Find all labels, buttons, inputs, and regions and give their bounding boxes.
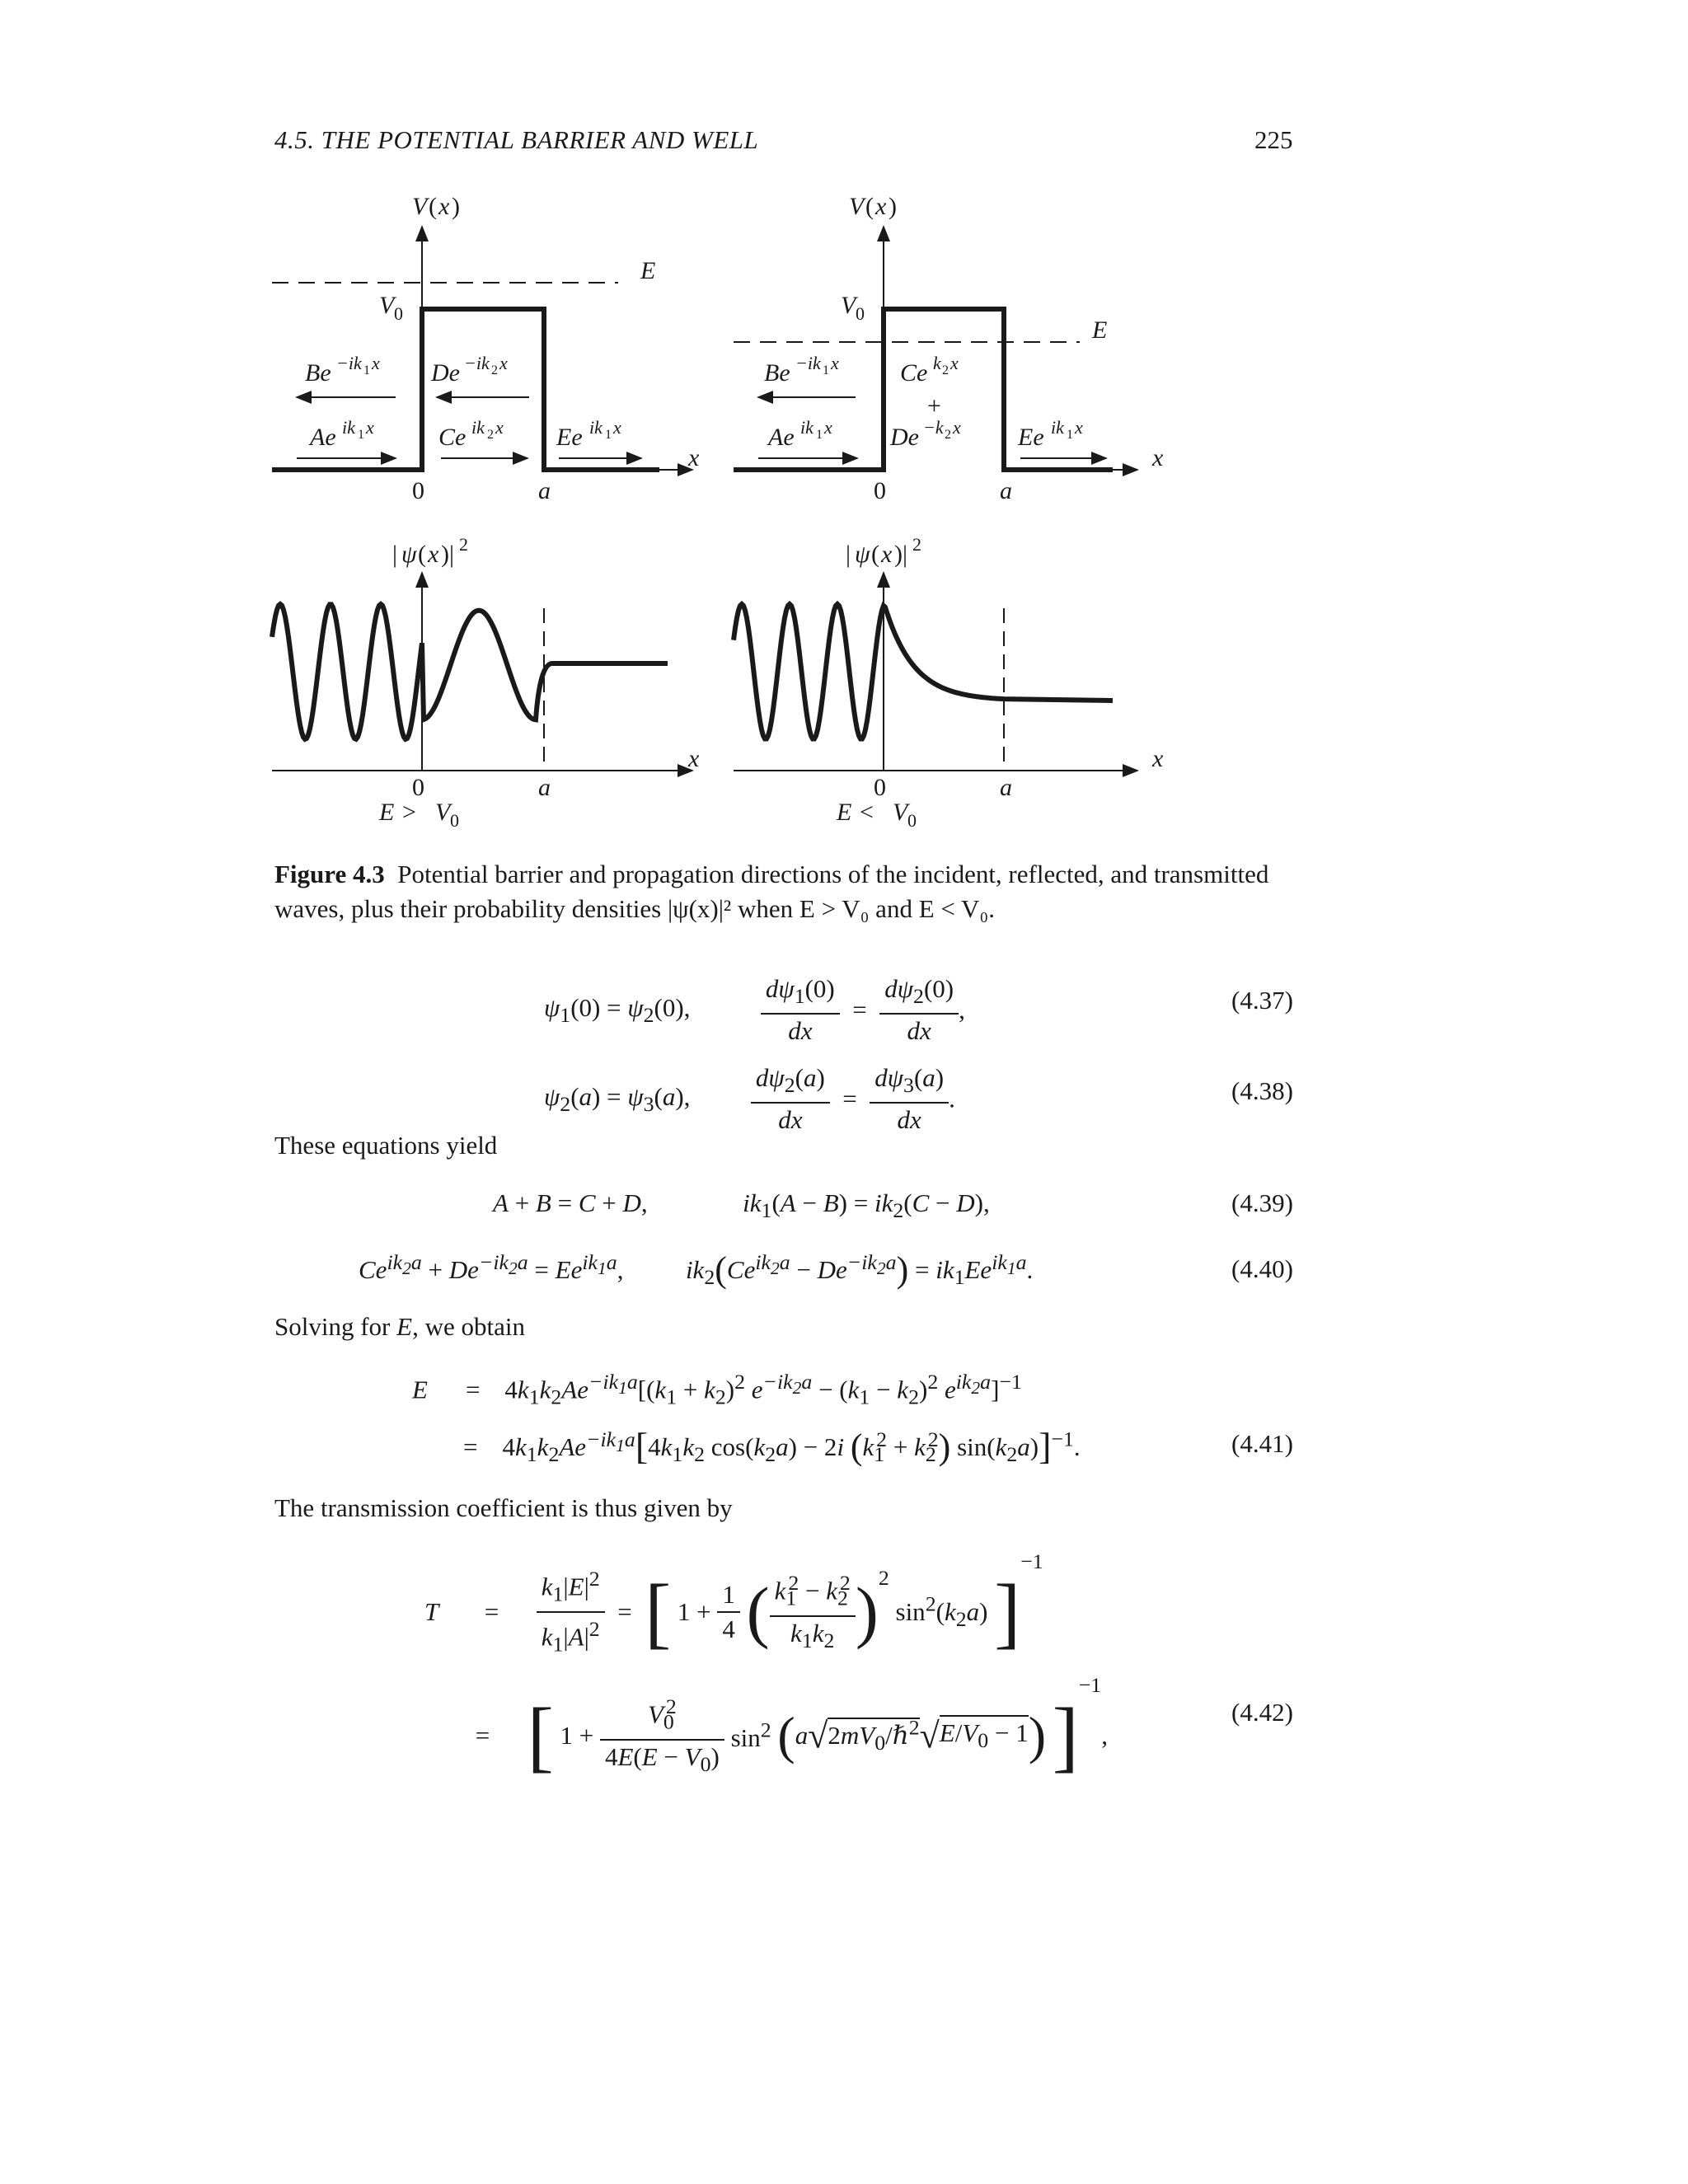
svg-text:2: 2 [487, 428, 494, 442]
svg-text:x: x [824, 417, 832, 438]
svg-text:0: 0 [907, 810, 917, 831]
paragraph-equations-yield: These equations yield [274, 1131, 498, 1160]
svg-text:Be: Be [764, 359, 790, 387]
svg-text:V: V [893, 799, 908, 826]
equation-4-40: $Ce^{ik_2a} + De^{-ik_2a} = Ee^{ik_1a}$, $ik_2(Ce^{ik_2a} - De^{-ik_2a}) = ik_1Ee^{ik_1a}$. [359, 1249, 1034, 1290]
svg-text:Ce: Ce [438, 424, 467, 451]
equation-4-38: $\psi_2(a) = \psi_3(a)$, $\frac{d\psi_2(a)}{dx}$ = $\frac{d\psi_3(a)}{dx}$ . [544, 1063, 955, 1135]
svg-text:ik: ik [800, 417, 814, 438]
paragraph-solving-for-e: Solving for E, we obtain [274, 1312, 525, 1341]
svg-text:x: x [1152, 745, 1164, 772]
svg-text:Ee: Ee [556, 424, 583, 451]
equation-number-4-37: (4.37) [1231, 986, 1293, 1015]
svg-text:−ik: −ik [464, 353, 490, 373]
svg-text:Be: Be [305, 359, 331, 387]
svg-text:x: x [881, 541, 893, 568]
svg-text:ik: ik [589, 417, 603, 438]
svg-text:V: V [849, 193, 865, 220]
svg-text:x: x [875, 193, 887, 220]
svg-text:E: E [1092, 316, 1108, 344]
probability-density-e-above-v0 [272, 534, 700, 831]
svg-text:1: 1 [605, 428, 612, 442]
svg-text:−ik: −ik [336, 353, 362, 373]
svg-text:1: 1 [363, 363, 370, 377]
svg-text:x: x [428, 541, 439, 568]
svg-text:x: x [366, 417, 374, 438]
equation-number-4-41: (4.41) [1231, 1429, 1293, 1458]
svg-text:ik: ik [471, 417, 485, 438]
svg-text:ψ: ψ [401, 541, 417, 568]
svg-text:−k: −k [923, 417, 944, 438]
svg-text:x: x [950, 353, 959, 373]
svg-text:ik: ik [1051, 417, 1064, 438]
svg-text:E: E [640, 257, 656, 284]
equation-4-41-line2: = $4k_1k_2Ae^{-ik_1a}[4k_1k_2$ $\cos(k_2a) - 2i$ $(k_1^2 + k_2^2)$ $\sin(k_2a)]^{-1}$. [463, 1425, 1081, 1467]
svg-text:0: 0 [856, 303, 865, 324]
svg-text:x: x [495, 417, 504, 438]
page-number: 225 [1254, 125, 1293, 154]
probability-density-e-below-v0 [734, 534, 1164, 831]
paragraph-transmission-coefficient: The transmission coefficient is thus given by [274, 1493, 733, 1522]
svg-text:k: k [933, 353, 941, 373]
svg-text:x: x [831, 353, 839, 373]
equation-4-39: A + B = C + D, $ik_1(A - B) = ik_2(C - D)$, [493, 1188, 990, 1223]
svg-text:0: 0 [874, 774, 886, 801]
svg-text:(: ( [865, 193, 874, 220]
svg-text:V: V [379, 292, 395, 319]
caption-label: Figure 4.3 [274, 860, 385, 888]
svg-text:|: | [392, 541, 398, 568]
svg-text:): ) [452, 193, 460, 220]
equation-number-4-39: (4.39) [1231, 1188, 1293, 1217]
svg-text:(: ( [429, 193, 437, 220]
svg-text:2: 2 [945, 428, 951, 442]
svg-text:Ae: Ae [310, 424, 336, 451]
svg-text:x: x [688, 745, 700, 772]
svg-text:(: ( [871, 541, 879, 568]
svg-text:): ) [889, 193, 897, 220]
svg-text:x: x [1152, 444, 1164, 471]
svg-text:1: 1 [816, 428, 823, 442]
svg-text:2: 2 [942, 363, 949, 377]
equation-4-37: $\psi_1(0) = \psi_2(0)$, $\frac{d\psi_1(0)}{dx}$ = $\frac{d\psi_2(0)}{dx}$ , [544, 974, 965, 1046]
svg-text:a: a [1000, 774, 1012, 801]
svg-text:0: 0 [874, 477, 886, 504]
figure-4-3 [264, 181, 1203, 849]
svg-text:0: 0 [412, 477, 424, 504]
equation-number-4-40: (4.40) [1231, 1254, 1293, 1283]
equation-4-42-line2: = [ 1 + $\frac{V_0^2}{4E(E - V_0)}$ $\sin^2$ $(a√2mV_0/\hbar^2√E/V_0 - 1)$ ]$^{-1}$, [475, 1673, 1108, 1780]
svg-text:a: a [1000, 477, 1012, 504]
caption-text: Potential barrier and propagation directions of the incident, reflected, and transmitted waves, plus their probability densities |ψ(x)|² when E > V₀ and E < V₀. [274, 860, 1269, 923]
svg-text:Ee: Ee [1018, 424, 1044, 451]
svg-text:+: + [927, 392, 941, 419]
svg-text:−ik: −ik [795, 353, 821, 373]
svg-text:E: E [379, 799, 395, 826]
svg-text:V: V [435, 799, 451, 826]
figure-caption [274, 857, 1305, 926]
svg-text:)|: )| [894, 541, 907, 568]
svg-text:0: 0 [450, 810, 459, 831]
svg-text:1: 1 [358, 428, 364, 442]
running-head: 4.5. THE POTENTIAL BARRIER AND WELL [274, 125, 759, 154]
svg-text:ψ: ψ [855, 541, 870, 568]
equation-4-41-line1: $E = 4k_1k_2Ae^{-ik_1a}[(k_1 + k_2)^2$ $e^{-ik_2a} - (k_1 - k_2)^2$ $e^{ik_2a}]^{-1}$ [412, 1370, 1022, 1409]
svg-text:a: a [538, 774, 551, 801]
svg-text:)|: )| [441, 541, 454, 568]
svg-text:x: x [438, 193, 450, 220]
svg-text:0: 0 [394, 303, 403, 324]
svg-text:ik: ik [342, 417, 355, 438]
svg-text:1: 1 [1067, 428, 1073, 442]
svg-text:1: 1 [823, 363, 829, 377]
svg-text:V: V [412, 193, 428, 220]
equation-number-4-42: (4.42) [1231, 1698, 1293, 1727]
potential-diagram-e-above-v0 [272, 193, 700, 504]
svg-text:0: 0 [412, 774, 424, 801]
svg-text:x: x [688, 444, 700, 471]
svg-text:2: 2 [491, 363, 498, 377]
svg-text:x: x [499, 353, 508, 373]
svg-text:V: V [841, 292, 856, 319]
svg-text:x: x [613, 417, 621, 438]
svg-text:>: > [402, 799, 416, 826]
svg-text:(: ( [418, 541, 426, 568]
svg-text:|: | [846, 541, 851, 568]
svg-text:2: 2 [912, 534, 921, 555]
svg-text:E: E [837, 799, 852, 826]
svg-text:De: De [431, 359, 460, 387]
potential-diagram-e-below-v0 [734, 193, 1164, 504]
svg-text:x: x [1075, 417, 1083, 438]
equation-number-4-38: (4.38) [1231, 1076, 1293, 1105]
svg-text:Ae: Ae [768, 424, 795, 451]
svg-text:x: x [953, 417, 961, 438]
svg-text:<: < [860, 799, 874, 826]
svg-text:Ce: Ce [900, 359, 928, 387]
svg-text:x: x [372, 353, 380, 373]
equation-4-42-line1: T = $\frac{k_1|E|^2}{k_1|A|^2}$ = [ 1 + $\frac{1}{4}$ ( $\frac{k_1^2 - k_2^2}{k_1k_2}$ )$^2$ $\sin^2(k_2a)$ ]$^{-1}$ [424, 1549, 1043, 1657]
svg-text:a: a [538, 477, 551, 504]
svg-text:2: 2 [459, 534, 468, 555]
svg-text:De: De [890, 424, 919, 451]
